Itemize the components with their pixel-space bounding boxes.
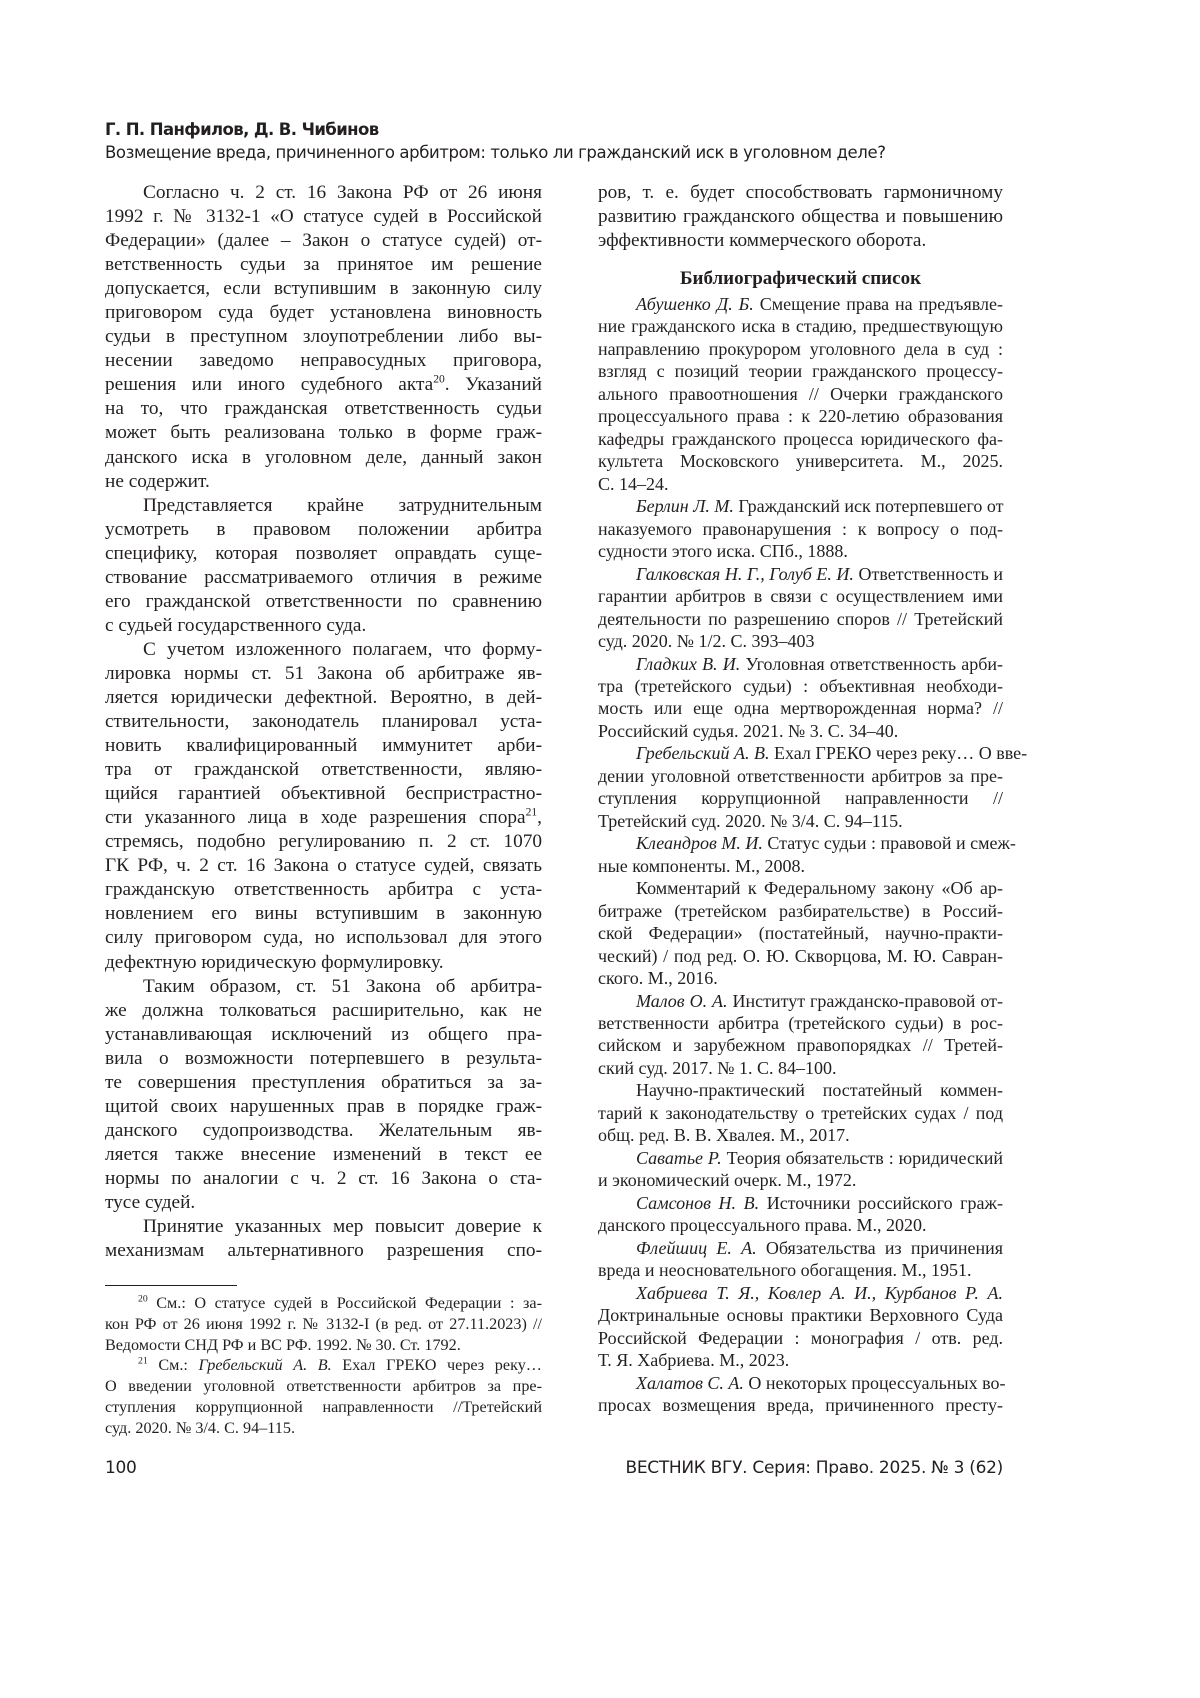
text-line: не содержит. bbox=[105, 470, 542, 494]
text-line: С. 14–24. bbox=[598, 473, 1003, 495]
text-line: приговором суда будет установлена виновность bbox=[105, 301, 542, 325]
author-name: Самсонов Н. В. bbox=[636, 1193, 759, 1213]
text-line: Доктринальные основы практики Верховного Суда bbox=[598, 1304, 1003, 1326]
text-line: ческий) / под ред. О. Ю. Скворцова, М. Ю. Савран- bbox=[598, 945, 1003, 967]
text-line: гражданскую ответственность арбитра с уста- bbox=[105, 878, 542, 902]
text-line: Федерации» (далее – Закон о статусе судей) от- bbox=[105, 229, 542, 253]
text: Теория обязательств : юридический bbox=[722, 1148, 1003, 1168]
text-line: ступления коррупционной направленности //Третейский bbox=[105, 1397, 542, 1418]
page-number: 100 bbox=[105, 1458, 137, 1478]
text-line: щийся гарантией объективной беспристрастно- bbox=[105, 782, 542, 806]
bibliography-list bbox=[598, 293, 1003, 1416]
header-article-title: Возмещение вреда, причиненного арбитром: только ли гражданский иск в уголовном деле? bbox=[105, 142, 886, 164]
text-line: Согласно ч. 2 ст. 16 Закона РФ от 26 июня bbox=[105, 181, 542, 205]
text-line: его гражданской ответственности по сравнению bbox=[105, 590, 542, 614]
author-name: Клеандров М. И. bbox=[636, 833, 763, 853]
author-name: Флейшиц Е. А. bbox=[636, 1238, 757, 1258]
text-line: О введении уголовной ответственности арбитров за пре- bbox=[105, 1376, 542, 1397]
text-line: мость или еще одна мертворожденная норма? // bbox=[598, 697, 1003, 719]
paragraph bbox=[105, 638, 542, 975]
journal-footer: ВЕСТНИК ВГУ. Серия: Право. 2025. № 3 (62) bbox=[625, 1458, 1003, 1478]
text-line: ского. М., 2016. bbox=[598, 967, 1003, 989]
text-line: ский суд. 2017. № 1. С. 84–100. bbox=[598, 1057, 1003, 1079]
text-line: просах возмещения вреда, причиненного престу- bbox=[598, 1394, 1003, 1416]
text-line: стремясь, подобно регулированию п. 2 ст. 1070 bbox=[105, 830, 542, 854]
text-line: нормы по аналогии с ч. 2 ст. 16 Закона о ста- bbox=[105, 1167, 542, 1191]
text-line: судьи в преступном злоупотреблении либо вы- bbox=[105, 325, 542, 349]
text-line: тра от гражданской ответственности, являю- bbox=[105, 758, 542, 782]
text: Гражданский иск потерпевшего от bbox=[734, 496, 1004, 516]
text-line: 1992 г. № 3132-1 «О статусе судей в Российской bbox=[105, 205, 542, 229]
text-line bbox=[598, 1282, 1003, 1304]
text: сти указанного лица в ходе разрешения спора bbox=[105, 807, 526, 828]
text-line: данского судопроизводства. Желательным яв- bbox=[105, 1119, 542, 1143]
text: решения или иного судебного акта bbox=[105, 374, 433, 395]
text-line: механизмам альтернативного разрешения спо- bbox=[105, 1239, 542, 1263]
text-line: новить квалифицированный иммунитет арби- bbox=[105, 734, 542, 758]
bibliography-entry bbox=[598, 877, 1003, 989]
text: Ехал ГРЕКО через реку… bbox=[332, 1356, 542, 1374]
text-line: усмотреть в правовом положении арбитра bbox=[105, 518, 542, 542]
text-line: деятельности по разрешению споров // Третейский bbox=[598, 608, 1003, 630]
text-line bbox=[598, 1192, 1003, 1214]
text-line bbox=[105, 373, 542, 397]
text: См.: О статусе судей в Российской Федерации : за- bbox=[148, 1294, 542, 1312]
text-line bbox=[598, 293, 1003, 315]
text-line bbox=[598, 990, 1003, 1012]
bibliography-entry bbox=[598, 1372, 1003, 1417]
author-name: Саватье Р. bbox=[636, 1148, 722, 1168]
footnote bbox=[105, 1293, 542, 1355]
text-line: Ведомости СНД РФ и ВС РФ. 1992. № 30. Ст. 1792. bbox=[105, 1335, 542, 1356]
text-line: тра (третейского судьи) : объективная необходи- bbox=[598, 675, 1003, 697]
running-header bbox=[105, 118, 886, 164]
text-line bbox=[105, 806, 542, 830]
text-line: Российской Федерации : монография / отв. ред. bbox=[598, 1327, 1003, 1349]
text-line: ступления коррупционной направленности // bbox=[598, 787, 1003, 809]
bibliography-entry bbox=[598, 1282, 1003, 1372]
text-line: Научно-практический постатейный коммен- bbox=[598, 1079, 1003, 1101]
text-line: же должна толковаться расширительно, как не bbox=[105, 999, 542, 1023]
bibliography-entry bbox=[598, 1192, 1003, 1237]
text-line: ствование рассматриваемого отличия в режиме bbox=[105, 566, 542, 590]
author-name: Гребельский А. В. bbox=[636, 743, 770, 763]
text: . Указаний bbox=[445, 374, 542, 395]
text-line: Представляется крайне затруднительным bbox=[105, 494, 542, 518]
text-line: тусе судей. bbox=[105, 1191, 542, 1215]
bibliography-entry bbox=[598, 563, 1003, 653]
text-line: судности этого иска. СПб., 1888. bbox=[598, 540, 1003, 562]
text-line: вила о возможности потерпевшего в результа- bbox=[105, 1047, 542, 1071]
text-line: Т. Я. Хабриева. М., 2023. bbox=[598, 1349, 1003, 1371]
text-line: щитой своих нарушенных прав в порядке граж- bbox=[105, 1095, 542, 1119]
text-line: вреда и неосновательного обогащения. М., 1951. bbox=[598, 1259, 1003, 1281]
text-line: дефектную юридическую формулировку. bbox=[105, 951, 542, 975]
text-line bbox=[598, 495, 1003, 517]
text-line: развитию гражданского общества и повышению bbox=[598, 205, 1003, 229]
text-line: кафедры гражданского процесса юридического фа- bbox=[598, 428, 1003, 450]
text-line: ального правоотношения // Очерки гражданского bbox=[598, 383, 1003, 405]
text-line: сийском и зарубежном правопорядках // Третей- bbox=[598, 1034, 1003, 1056]
author-name: Малов О. А. bbox=[636, 991, 728, 1011]
text-line: тарий к законодательству о третейских судах / под bbox=[598, 1102, 1003, 1124]
bibliography-entry bbox=[598, 832, 1003, 877]
text-line: Российский судья. 2021. № 3. С. 34–40. bbox=[598, 720, 1003, 742]
text-line bbox=[598, 1147, 1003, 1169]
text-line: лировка нормы ст. 51 Закона об арбитраже яв- bbox=[105, 662, 542, 686]
text-line: Принятие указанных мер повысит доверие к bbox=[105, 1215, 542, 1239]
text-line: взгляд с позиций теории гражданского процессу- bbox=[598, 360, 1003, 382]
text-line bbox=[598, 832, 1003, 854]
bibliography-heading: Библиографический список bbox=[598, 268, 1003, 290]
footnote-ref: 21 bbox=[138, 1356, 148, 1367]
text: Ответственность и bbox=[854, 564, 1003, 584]
text-line: суд. 2020. № 3/4. С. 94–115. bbox=[105, 1418, 542, 1439]
text-line: ров, т. е. будет способствовать гармоничному bbox=[598, 181, 1003, 205]
text: Обязательства из причинения bbox=[757, 1238, 1003, 1258]
footnote-divider bbox=[105, 1285, 237, 1286]
text-line: с судьей государственного суда. bbox=[105, 614, 542, 638]
text-line bbox=[598, 742, 1003, 764]
text-line: и экономический очерк. М., 1972. bbox=[598, 1169, 1003, 1191]
author-name: Гладких В. И. bbox=[636, 654, 740, 674]
footnote-ref: 21 bbox=[526, 806, 538, 819]
text: Источники российского граж- bbox=[759, 1193, 1003, 1213]
header-authors: Г. П. Панфилов, Д. В. Чибинов bbox=[105, 118, 886, 142]
text: Смещение права на предъявле- bbox=[754, 294, 1003, 314]
author-name: Берлин Л. М. bbox=[636, 496, 734, 516]
text-line: те совершения преступления обратиться за за- bbox=[105, 1071, 542, 1095]
text-line bbox=[105, 1293, 542, 1314]
text-line: ской Федерации» (постатейный, научно-практи- bbox=[598, 922, 1003, 944]
text: Институт гражданско-правовой от- bbox=[728, 991, 1003, 1011]
bibliography-entry bbox=[598, 495, 1003, 562]
text-line: новлением его вины вступившим в законную bbox=[105, 902, 542, 926]
bibliography-entry bbox=[598, 1079, 1003, 1146]
text-line: специфику, которая позволяет оправдать суще- bbox=[105, 542, 542, 566]
author-name: Хабриева Т. Я., Ковлер А. И., Курбанов Р. А. bbox=[636, 1283, 1003, 1303]
author-name: Галковская Н. Г., Голуб Е. И. bbox=[636, 564, 854, 584]
text-line: ГК РФ, ч. 2 ст. 16 Закона о статусе судей, связать bbox=[105, 854, 542, 878]
footnotes bbox=[105, 1293, 542, 1439]
text-line: Третейский суд. 2020. № 3/4. С. 94–115. bbox=[598, 810, 1003, 832]
text-line: ляется также внесение изменений в текст ее bbox=[105, 1143, 542, 1167]
bibliography-entry bbox=[598, 990, 1003, 1080]
text-line bbox=[598, 1237, 1003, 1259]
text-line: несении заведомо неправосудных приговора, bbox=[105, 349, 542, 373]
text-line: битраже (третейском разбирательстве) в Россий- bbox=[598, 900, 1003, 922]
author-name: Халатов С. А. bbox=[636, 1373, 744, 1393]
paragraph bbox=[105, 181, 542, 494]
text-line: может быть реализована только в форме граж- bbox=[105, 421, 542, 445]
paragraph bbox=[598, 181, 1003, 253]
left-column-text bbox=[105, 181, 542, 1263]
text-line: суд. 2020. № 1/2. С. 393–403 bbox=[598, 630, 1003, 652]
text-line: кон РФ от 26 июня 1992 г. № 3132-I (в ред. от 27.11.2023) // bbox=[105, 1314, 542, 1335]
text: См.: bbox=[148, 1356, 199, 1374]
text-line bbox=[598, 653, 1003, 675]
text: Ехал ГРЕКО через реку… О вве- bbox=[770, 743, 1028, 763]
text-line: направлению прокурором уголовного дела в суд : bbox=[598, 338, 1003, 360]
text-line: ные компоненты. М., 2008. bbox=[598, 855, 1003, 877]
text-line: Комментарий к Федеральному закону «Об ар- bbox=[598, 877, 1003, 899]
author-name: Гребельский А. В. bbox=[199, 1356, 332, 1374]
bibliography-entry bbox=[598, 1147, 1003, 1192]
footnote-ref: 20 bbox=[433, 373, 445, 386]
text-line: ветственность судьи за принятое им решение bbox=[105, 253, 542, 277]
text-line: ветственности арбитра (третейского судьи) в рос- bbox=[598, 1012, 1003, 1034]
paragraph bbox=[105, 1215, 542, 1263]
text-line bbox=[598, 563, 1003, 585]
footnote bbox=[105, 1355, 542, 1438]
right-column-text bbox=[598, 181, 1003, 253]
paragraph bbox=[105, 494, 542, 638]
bibliography-entry bbox=[598, 1237, 1003, 1282]
text-line: ние гражданского иска в стадию, предшествующую bbox=[598, 315, 1003, 337]
bibliography-entry bbox=[598, 293, 1003, 495]
text: Уголовная ответственность арби- bbox=[740, 654, 1003, 674]
paragraph bbox=[105, 975, 542, 1215]
text-line: эффективности коммерческого оборота. bbox=[598, 229, 1003, 253]
text-line: процессуального права : к 220-летию образования bbox=[598, 405, 1003, 427]
text: О некоторых процессуальных во- bbox=[744, 1373, 1006, 1393]
text-line: общ. ред. В. В. Хвалея. М., 2017. bbox=[598, 1124, 1003, 1146]
author-name: Абушенко Д. Б. bbox=[636, 294, 754, 314]
text-line: допускается, если вступившим в законную силу bbox=[105, 277, 542, 301]
text-line: силу приговором суда, но использовал для этого bbox=[105, 926, 542, 950]
text-line: дении уголовной ответственности арбитров за пре- bbox=[598, 765, 1003, 787]
text-line: Таким образом, ст. 51 Закона об арбитра- bbox=[105, 975, 542, 999]
bibliography-entry bbox=[598, 653, 1003, 743]
footnote-ref: 20 bbox=[138, 1294, 148, 1305]
text-line bbox=[598, 1372, 1003, 1394]
text-line: на то, что гражданская ответственность судьи bbox=[105, 397, 542, 421]
text: Статус судьи : правовой и смеж- bbox=[763, 833, 1016, 853]
text-line: С учетом изложенного полагаем, что форму- bbox=[105, 638, 542, 662]
text-line: данского процессуального права. М., 2020. bbox=[598, 1214, 1003, 1236]
text-line: ляется юридически дефектной. Вероятно, в дей- bbox=[105, 686, 542, 710]
text-line: наказуемого правонарушения : к вопросу о под- bbox=[598, 518, 1003, 540]
text-line: гарантии арбитров в связи с осуществлением ими bbox=[598, 585, 1003, 607]
text-line: культета Московского университета. М., 2025. bbox=[598, 450, 1003, 472]
text-line: ствительности, законодатель планировал уста- bbox=[105, 710, 542, 734]
text-line: данского иска в уголовном деле, данный закон bbox=[105, 446, 542, 470]
text-line: устанавливающая исключений из общего пра- bbox=[105, 1023, 542, 1047]
text-line bbox=[105, 1355, 542, 1376]
bibliography-entry bbox=[598, 742, 1003, 832]
text: , bbox=[537, 807, 542, 828]
